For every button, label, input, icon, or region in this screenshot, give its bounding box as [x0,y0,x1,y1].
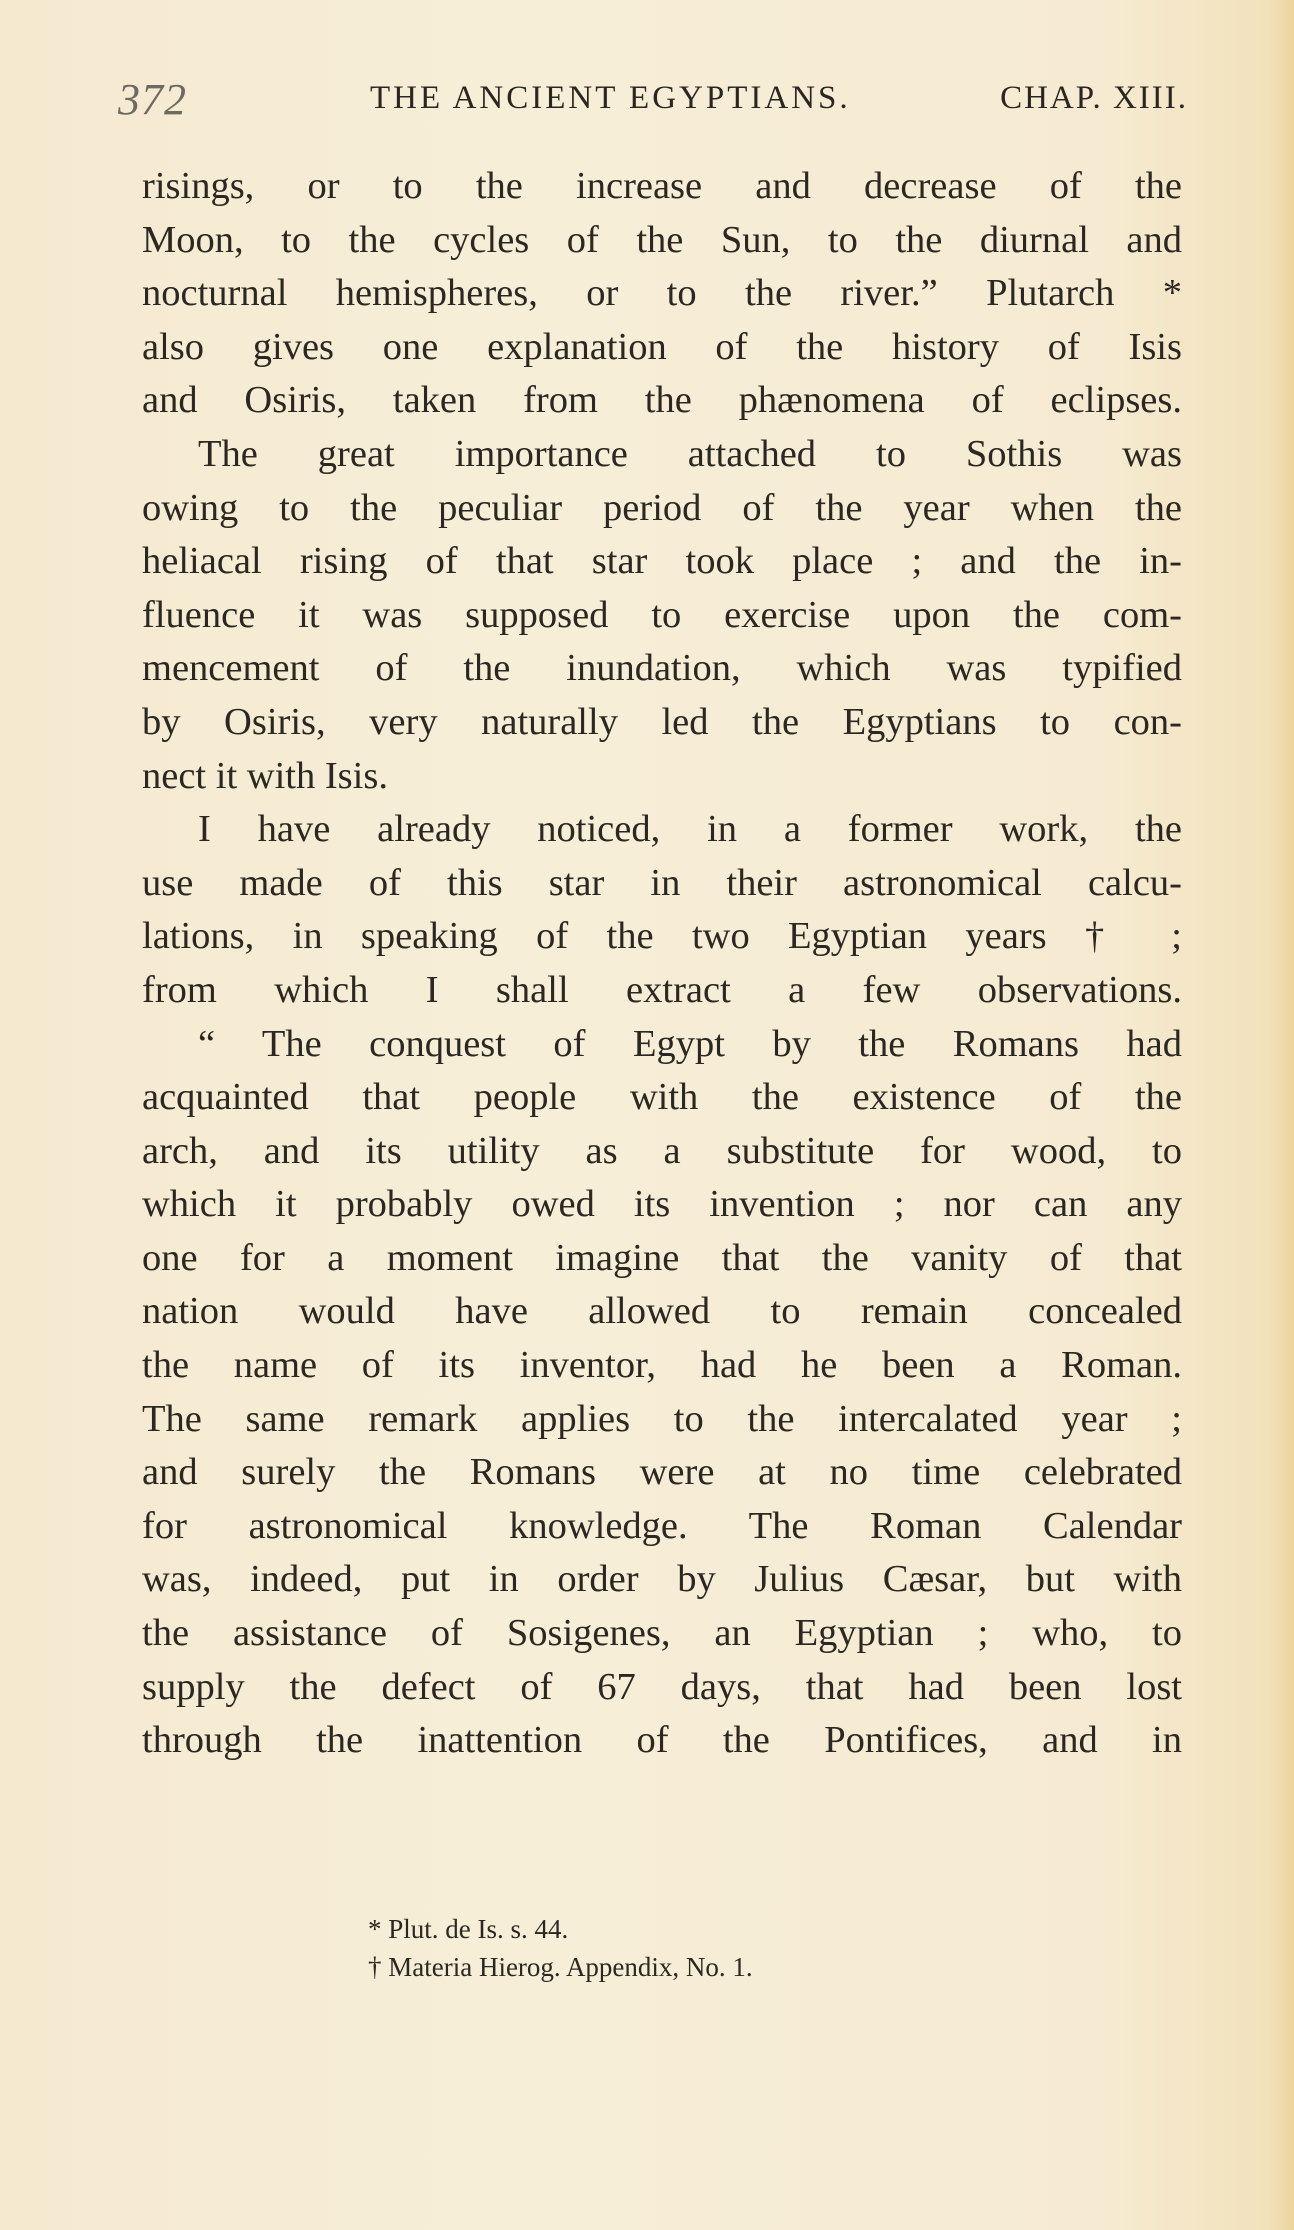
text-line: I have already noticed, in a former work, the [198,808,1182,851]
page-edge-shading [1268,0,1294,2230]
text-line: the assistance of Sosigenes, an Egyptian ; who, to [142,1612,1182,1655]
text-line: nation would have allowed to remain concealed [142,1290,1182,1333]
text-line: The great importance attached to Sothis was [198,432,1182,475]
text-line: risings, or to the increase and decrease of the [142,165,1182,207]
body-text [142,160,1182,1768]
text-line: “ The conquest of Egypt by the Romans had [198,1022,1182,1065]
text-line: nocturnal hemispheres, or to the river.” Plutarch * [142,272,1182,315]
running-title: THE ANCIENT EGYPTIANS. [370,80,851,116]
text-line: by Osiris, very naturally led the Egyptians to con- [142,700,1182,743]
text-line: through the inattention of the Pontifices, and in [142,1719,1182,1762]
text-line: which it probably owed its invention ; nor can any [142,1183,1182,1226]
text-line: supply the defect of 67 days, that had been lost [142,1665,1182,1708]
text-line: also gives one explanation of the history of Isis [142,325,1182,368]
text-line: for astronomical knowledge. The Roman Calendar [142,1504,1182,1547]
text-line: use made of this star in their astronomical calcu- [142,861,1182,904]
text-line: mencement of the inundation, which was typified [142,647,1182,690]
footnotes [368,1910,1188,1986]
text-line: heliacal rising of that star took place ; and the in- [142,540,1182,583]
text-line: one for a moment imagine that the vanity of that [142,1236,1182,1279]
text-line: acquainted that people with the existence of the [142,1076,1182,1119]
footnote-materia-hierog: † Materia Hierog. Appendix, No. 1. [368,1952,753,1982]
chapter-label: CHAP. XIII. [1000,80,1188,116]
text-line: fluence it was supposed to exercise upon the com- [142,593,1182,636]
text-line: nect it with Isis. [142,754,388,797]
text-line: the name of its inventor, had he been a Roman. [142,1344,1182,1387]
running-head [118,74,1188,130]
text-line: and surely the Romans were at no time celebrated [142,1451,1182,1494]
page-number: 372 [118,75,187,124]
text-line: was, indeed, put in order by Julius Cæsar, but with [142,1558,1182,1601]
text-line: arch, and its utility as a substitute for wood, to [142,1129,1182,1172]
footnote-plutarch: * Plut. de Is. s. 44. [368,1914,569,1944]
text-line: The same remark applies to the intercalated year ; [142,1397,1182,1440]
text-line: from which I shall extract a few observations. [142,968,1182,1011]
text-line: and Osiris, taken from the phænomena of eclipses. [142,379,1182,422]
text-line: owing to the peculiar period of the year when the [142,486,1182,529]
text-line: lations, in speaking of the two Egyptian years † ; [142,915,1182,958]
text-line: Moon, to the cycles of the Sun, to the diurnal and [142,218,1182,261]
